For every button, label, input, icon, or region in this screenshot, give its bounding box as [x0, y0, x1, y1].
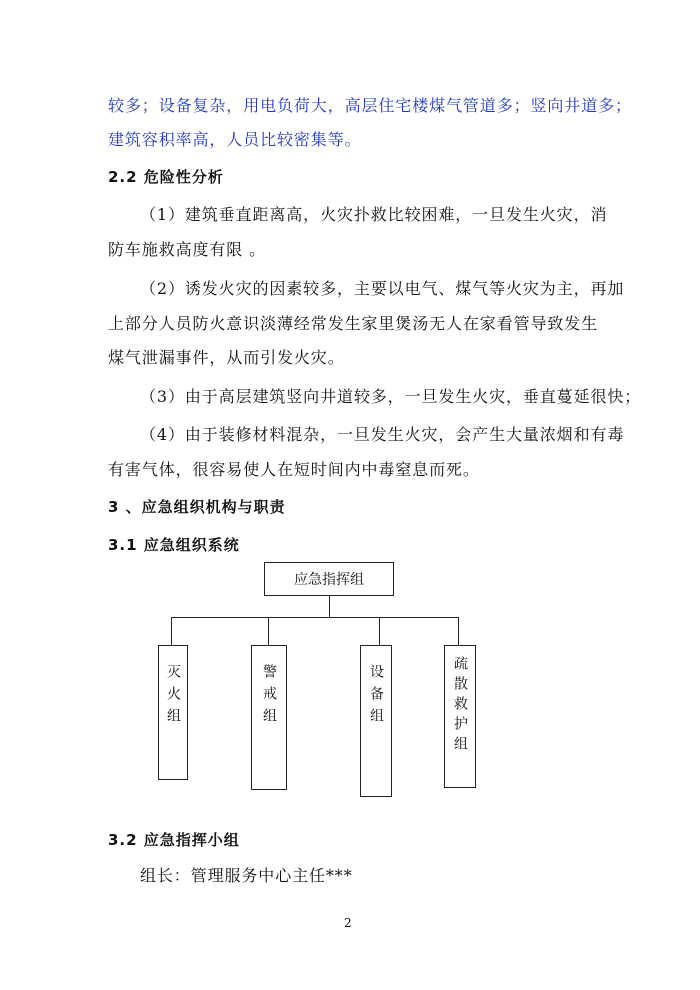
paragraph-1-line-1: （1）建筑垂直距离高，火灾扑救比较困难，一旦发生火灾，消 — [140, 205, 608, 224]
org-child-label: 疏散救护组 — [452, 656, 468, 756]
org-root-label: 应急指挥组 — [294, 572, 364, 588]
paragraph-2-line-3: 煤气泄漏事件，从而引发火灾。 — [108, 348, 345, 367]
leader-line: 组长：管理服务中心主任*** — [140, 866, 353, 885]
org-child-box-guard — [251, 645, 287, 790]
paragraph-4-line-1: （4）由于装修材料混杂，一旦发生火灾，会产生大量浓烟和有毒 — [140, 425, 625, 444]
intro-line-1: 较多；设备复杂，用电负荷大，高层住宅楼煤气管道多；竖向井道多； — [108, 96, 632, 115]
org-connector-2 — [268, 617, 269, 645]
section-heading-3: 3 、应急组织机构与职责 — [108, 498, 286, 516]
org-child-label: 灭火组 — [165, 664, 181, 730]
org-child-label: 设备组 — [368, 664, 384, 730]
org-child-box-fire — [158, 645, 188, 780]
section-heading-2-2: 2.2 危险性分析 — [108, 168, 224, 186]
org-connector-1 — [171, 617, 172, 645]
paragraph-3-line-1: （3）由于高层建筑竖向井道较多，一旦发生火灾，垂直蔓延很快； — [140, 387, 642, 406]
org-child-box-evacuation — [444, 645, 476, 788]
paragraph-1-line-2: 防车施救高度有限 。 — [108, 240, 267, 259]
org-connector-horizontal — [171, 617, 459, 618]
org-connector-root — [329, 596, 330, 617]
org-connector-3 — [379, 617, 380, 645]
org-root-box — [264, 562, 394, 596]
org-child-box-equipment — [360, 645, 392, 797]
page-number: 2 — [344, 916, 352, 930]
intro-line-2: 建筑容积率高，人员比较密集等。 — [108, 130, 362, 149]
paragraph-2-line-1: （2）诱发火灾的因素较多，主要以电气、煤气等火灾为主，再加 — [140, 279, 625, 298]
org-connector-4 — [458, 617, 459, 645]
org-child-label: 警戒组 — [261, 664, 277, 730]
paragraph-4-line-2: 有害气体，很容易使人在短时间内中毒窒息而死。 — [108, 460, 480, 479]
section-heading-3-2: 3.2 应急指挥小组 — [108, 831, 240, 849]
section-heading-3-1: 3.1 应急组织系统 — [108, 536, 240, 554]
paragraph-2-line-2: 上部分人员防火意识淡薄经常发生家里煲汤无人在家看管导致发生 — [108, 314, 599, 333]
